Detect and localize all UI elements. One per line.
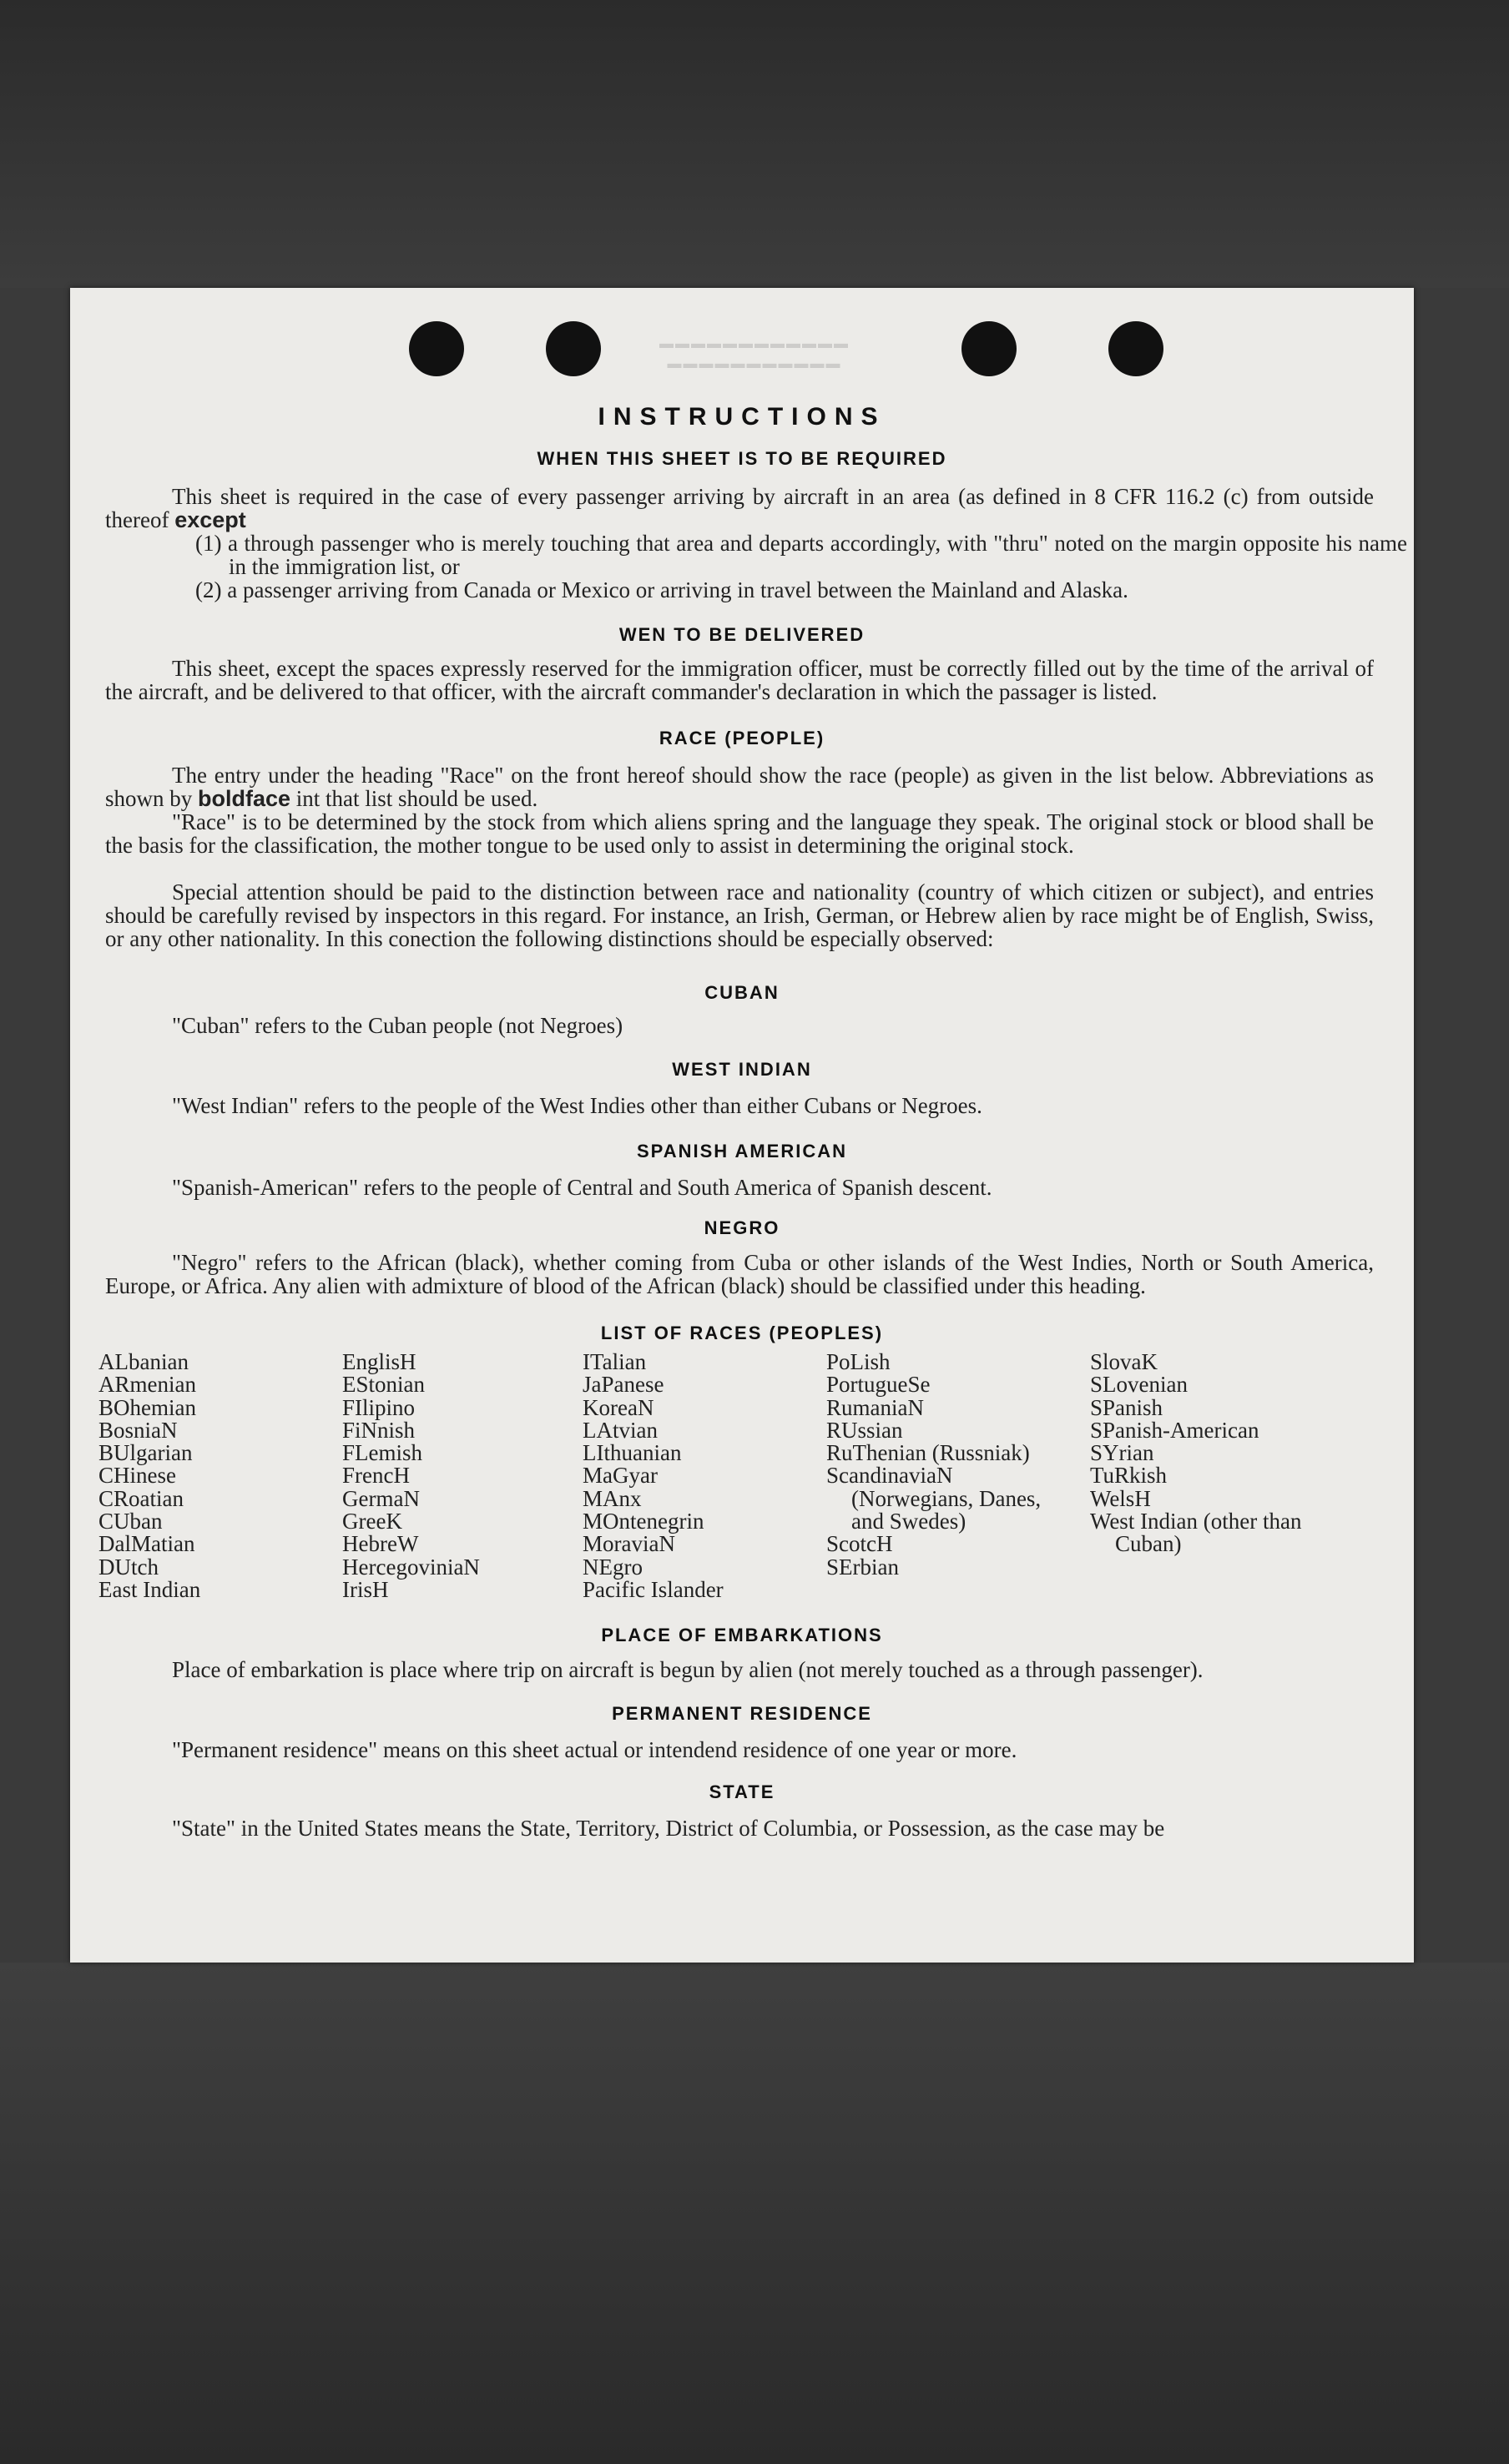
state-heading: STATE [709,1781,775,1802]
list-of-races-heading: LIST OF RACES (PEOPLES) [600,1323,884,1343]
race-item: GermaN [342,1485,420,1511]
race-item: EnglisH [342,1349,416,1374]
race-item: DUtch [98,1554,159,1580]
race-item: RUssian [826,1417,903,1443]
embarkation-text: Place of embarkation is place where trip on aircraft is begun by alien (not merely touched as a through passenger). [172,1657,1204,1682]
exception-item-2: (2) a passenger arriving from Canada or Mexico or arriving in travel between the Mainland and Alaska. [195,577,1128,602]
when-required-paragraph [105,485,1374,532]
race-item: Pacific Islander [583,1576,724,1602]
race-item: TuRkish [1090,1463,1168,1489]
race-item: SYrian [1090,1440,1154,1466]
film-border-top [0,0,1509,288]
race-item: SPanish-American [1090,1417,1259,1443]
races-column-3 [583,1351,808,1601]
boldface-word: boldface [198,786,291,811]
race-item: ALbanian [98,1349,189,1374]
negro-text: "Negro" refers to the African (black), whether coming from Cuba or other islands of the West Indies, North or South America, Europe, or Africa. Any alien with admixture of blood of the African (black) should be classified under this heading. [105,1250,1374,1298]
race-heading: RACE (PEOPLE) [659,728,825,748]
instructions-title: INSTRUCTIONS [598,403,886,431]
race-item: SLovenian [1090,1372,1188,1398]
races-column-1 [98,1351,315,1601]
race-paragraph-1 [105,763,1374,810]
punch-hole-1 [409,321,464,376]
race-paragraph-1-end: int that list should be used. [295,786,538,811]
when-required-heading: WHEN THIS SHEET IS TO BE REQUIRED [537,448,947,469]
bleed-through-text: ▬▬▬▬▬▬▬▬▬▬▬▬ ▬▬▬▬▬▬▬▬▬▬▬ [659,335,850,371]
residence-heading: PERMANENT RESIDENCE [612,1703,872,1724]
race-item: RuThenian (Russniak) [826,1440,1030,1466]
except-word: except [174,507,246,532]
race-item: ITalian [583,1349,647,1374]
race-item: HercegoviniaN [342,1554,480,1580]
race-item: PoLish [826,1349,891,1374]
races-column-5 [1090,1351,1332,1556]
race-item: LAtvian [583,1417,658,1443]
race-item: WelsH [1090,1485,1151,1511]
race-item: West Indian (other than Cuban) [1090,1509,1302,1557]
race-item: MOntenegrin [583,1509,704,1534]
embarkation-heading: PLACE OF EMBARKATIONS [601,1625,883,1645]
race-item: FrencH [342,1463,410,1489]
race-item: EStonian [342,1372,425,1398]
race-item: FiNnish [342,1417,416,1443]
cuban-heading: CUBAN [704,982,780,1003]
state-text: "State" in the United States means the State, Territory, District of Columbia, or Possession, as the case may be [172,1816,1165,1841]
race-item: SPanish [1090,1394,1163,1420]
delivered-heading: WEN TO BE DELIVERED [618,624,866,645]
exception-item-1: (1) a through passenger who is merely touching that area and departs accordingly, with "thru" noted on the margin opposite his name in the immigration list, or [195,531,1407,579]
negro-heading: NEGRO [704,1217,780,1238]
race-item: CHinese [98,1463,176,1489]
race-item: BOhemian [98,1394,196,1420]
race-item: HebreW [342,1531,419,1557]
cuban-text: "Cuban" refers to the Cuban people (not Negroes) [172,1013,623,1038]
race-item: FLemish [342,1440,423,1466]
race-item: LIthuanian [583,1440,682,1466]
race-paragraph-2: "Race" is to be determined by the stock from which aliens spring and the language they speak. The original stock or blood shall be the basis for the classification, the mother tongue to be used only to assist in determining the original stock. [105,809,1374,858]
race-paragraph-1-text: The entry under the heading "Race" on the front hereof should show the race (people) as given in the list below. Abbreviations as shown by [105,763,1374,811]
race-item: ScandinaviaN (Norwegians, Danes, and Swedes) [826,1463,1042,1534]
punch-hole-4 [1108,321,1163,376]
when-required-text: This sheet is required in the case of every passenger arriving by aircraft in an area (as defined in 8 CFR 116.2 (c) from outside thereof [105,484,1374,532]
west-indian-text: "West Indian" refers to the people of the West Indies other than either Cubans or Negroes. [172,1093,982,1118]
races-column-4 [826,1351,1052,1579]
race-item: DalMatian [98,1531,195,1557]
west-indian-heading: WEST INDIAN [672,1059,812,1080]
race-paragraph-3: Special attention should be paid to the distinction between race and nationality (country of which citizen or subject), and entries should be carefully revised by inspectors in this regard. For instance, an Irish, German, or Hebrew alien by race might be of English, Swiss, or any other nationality. In this conection the following distinctions should be especially observed: [105,879,1374,951]
race-item: SlovaK [1090,1349,1158,1374]
race-item: KoreaN [583,1394,654,1420]
spanish-american-heading: SPANISH AMERICAN [636,1141,847,1161]
race-item: ScotcH [826,1531,893,1557]
race-item: BosniaN [98,1417,178,1443]
residence-text: "Permanent residence" means on this sheet actual or intendend residence of one year or more. [172,1737,1017,1762]
race-item: CRoatian [98,1485,184,1511]
race-item: CUban [98,1509,163,1534]
race-item: MAnx [583,1485,642,1511]
race-item: MaGyar [583,1463,658,1489]
race-item: SErbian [826,1554,899,1580]
race-item: IrisH [342,1576,389,1602]
race-item: RumaniaN [826,1394,924,1420]
race-item: BUlgarian [98,1440,193,1466]
race-item: MoraviaN [583,1531,675,1557]
race-item: PortugueSe [826,1372,931,1398]
instruction-sheet [70,288,1414,1963]
delivered-paragraph: This sheet, except the spaces expressly reserved for the immigration officer, must be correctly filled out by the time of the arrival of the aircraft, and be delivered to that officer, with the aircraft commander's declaration in which the passager is listed. [105,656,1374,704]
race-item: East Indian [98,1576,201,1602]
spanish-american-text: "Spanish-American" refers to the people of Central and South America of Spanish descent. [172,1175,992,1200]
race-item: FIlipino [342,1394,416,1420]
race-item: GreeK [342,1509,402,1534]
film-border-bottom [0,1963,1509,2464]
race-item: NEgro [583,1554,643,1580]
race-item: ARmenian [98,1372,196,1398]
race-item: JaPanese [583,1372,664,1398]
races-column-2 [342,1351,576,1601]
